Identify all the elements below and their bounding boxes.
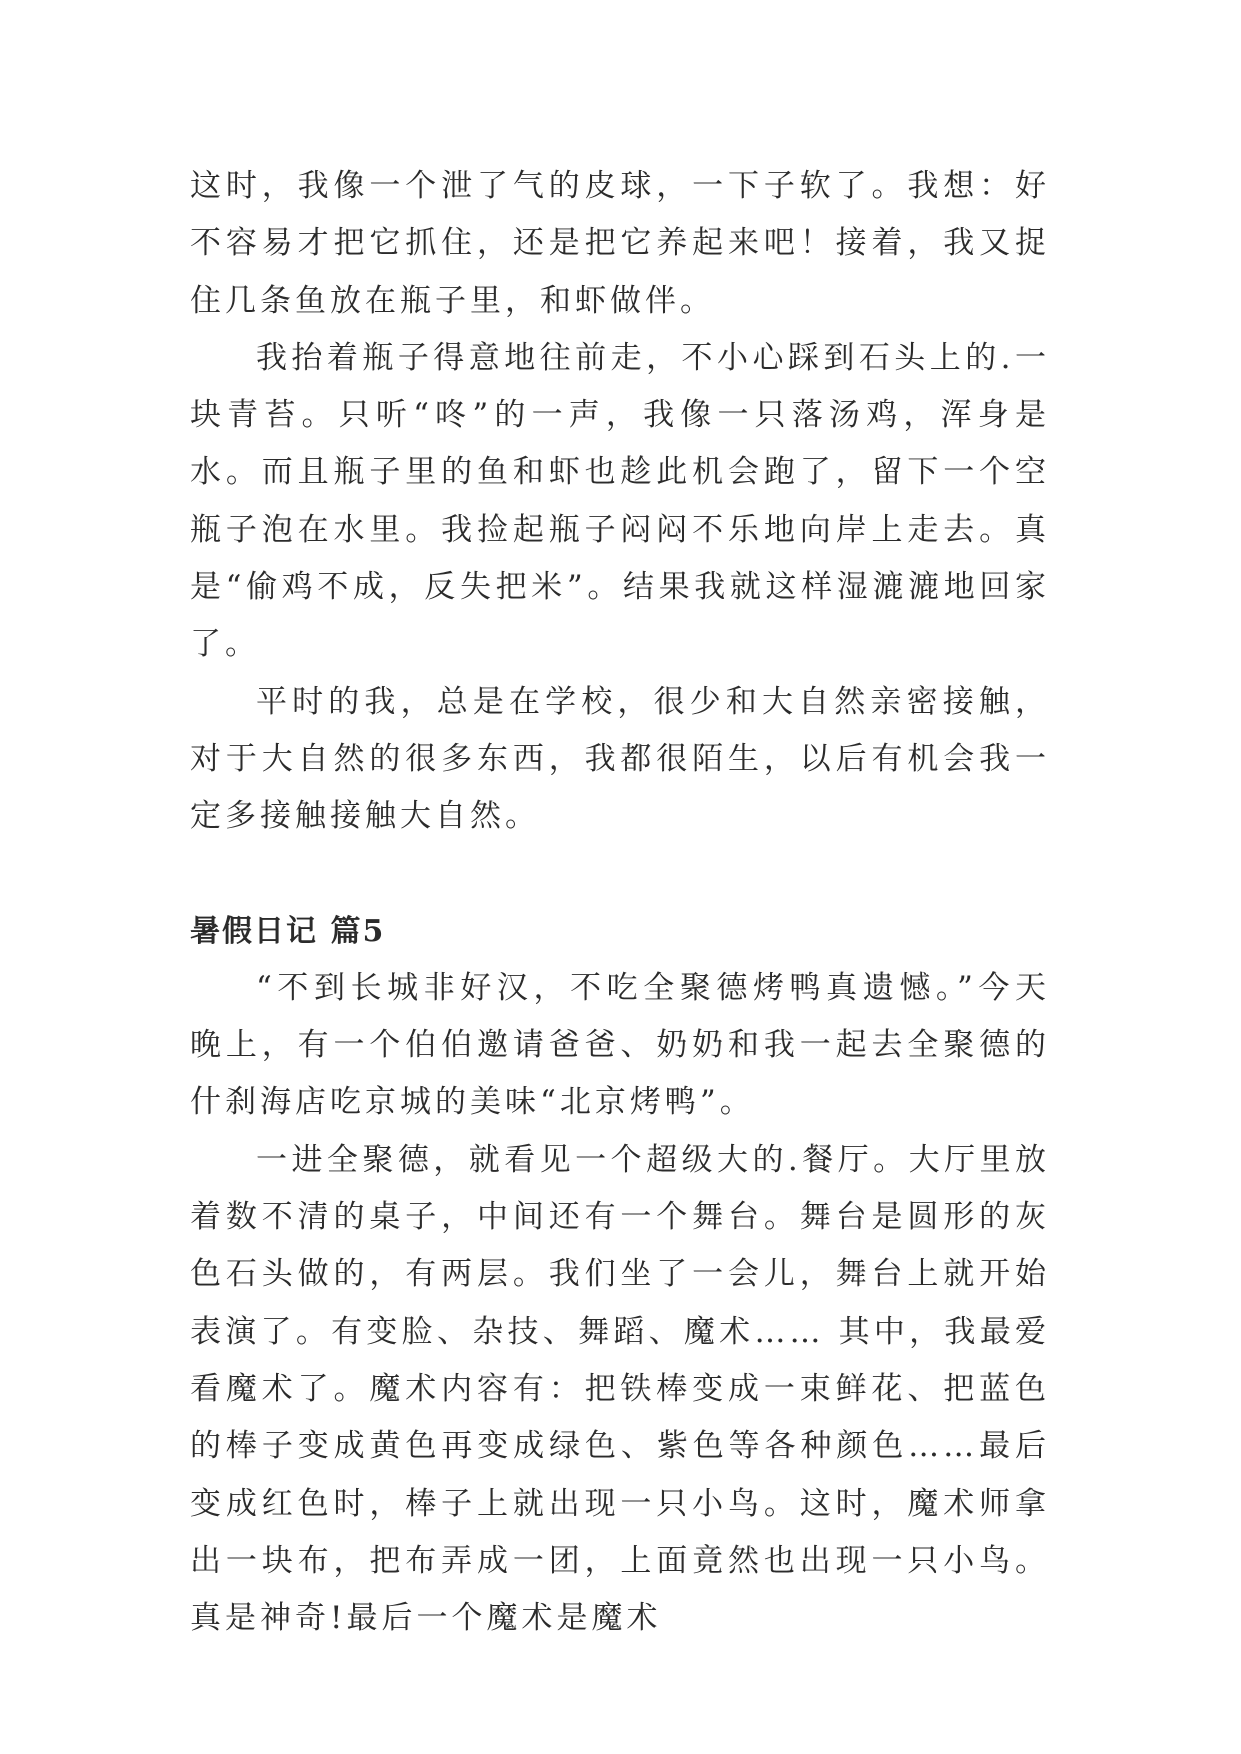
paragraph-continued: 这时，我像一个泄了气的皮球，一下子软了。我想：好不容易才把它抓住，还是把它养起来吧！接着，我又捉住几条鱼放在瓶子里，和虾做伴。 xyxy=(190,168,1050,319)
paragraph-bottle-shrimp: 我抬着瓶子得意地往前走，不小心踩到石头上的.一块青苔。只听“咚”的一声，我像一只落汤鸡，浑身是水。而且瓶子里的鱼和虾也趁此机会跑了，留下一个空瓶子泡在水里。我捡起瓶子闷闷不乐地向岸上走去。真是“偷鸡不成，反失把米”。结果我就这样湿漉漉地回家了。 xyxy=(190,339,1050,663)
document-body xyxy=(190,158,1050,1647)
paragraph-nature-reflection: 平时的我，总是在学校，很少和大自然亲密接触，对于大自然的很多东西，我都很陌生，以后有机会我一定多接触接触大自然。 xyxy=(190,683,1050,835)
section-heading: 暑假日记 篇5 xyxy=(190,913,386,949)
section-gap xyxy=(190,846,1050,903)
paragraph-roast-duck-intro: “不到长城非好汉，不吃全聚德烤鸭真遗憾。”今天晚上，有一个伯伯邀请爸爸、奶奶和我一起去全聚德的什刹海店吃京城的美味“北京烤鸭”。 xyxy=(190,969,1050,1121)
paragraph-restaurant-show: 一进全聚德，就看见一个超级大的.餐厅。大厅里放着数不清的桌子，中间还有一个舞台。舞台是圆形的灰色石头做的，有两层。我们坐了一会儿，舞台上就开始表演了。有变脸、杂技、舞蹈、魔术…… 其中，我最爱看魔术了。魔术内容有：把铁棒变成一束鲜花、把蓝色的棒子变成黄色再变成绿色、紫色等各种颜色……最后变成红色时，棒子上就出现一只小鸟。这时，魔术师拿出一块布，把布弄成一团，上面竟然也出现一只小鸟。真是神奇!最后一个魔术是魔术 xyxy=(190,1141,1050,1637)
